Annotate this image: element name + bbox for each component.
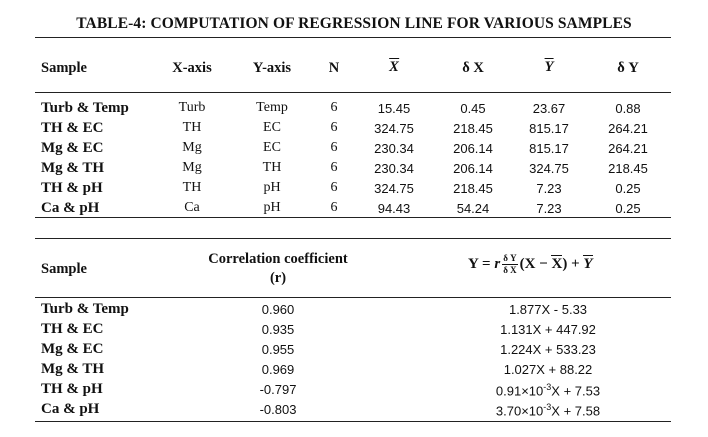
- t2-equation-cell: $3.70\times 10^{-3}X + 7.58$: [495, 402, 601, 419]
- t1-ybar-cell: 7.23: [536, 201, 562, 216]
- t2-header-sample: Sample: [41, 261, 87, 277]
- t1-xbar-cell: 324.75: [374, 181, 414, 196]
- t1-header-ybar: Y: [544, 59, 554, 75]
- t1-xbar-cell: 324.75: [374, 121, 414, 136]
- t2-equation-cell: 1.877X - 5.33: [508, 302, 588, 317]
- t1-delta-y-cell: 264.21: [608, 141, 648, 156]
- t1-header-xaxis: X-axis: [172, 60, 212, 76]
- t1-n-cell: 6: [330, 200, 338, 215]
- t1-x-axis-cell: TH: [182, 180, 202, 195]
- t1-n-cell: 6: [330, 100, 338, 115]
- t1-n-cell: 6: [330, 160, 338, 175]
- table2-top-rule: [35, 238, 671, 239]
- t1-sample-cell: Mg & EC: [41, 140, 104, 156]
- t1-y-axis-cell: EC: [263, 140, 281, 155]
- t1-x-axis-cell: TH: [182, 120, 202, 135]
- t2-header-correlation: Correlation coefficient (r): [208, 251, 348, 286]
- table1-header-rule: [35, 92, 671, 93]
- t1-y-axis-cell: TH: [262, 160, 282, 175]
- t1-x-axis-cell: Ca: [184, 200, 200, 215]
- t1-sample-cell: Turb & Temp: [41, 100, 129, 116]
- t2-r-cell: 0.960: [261, 302, 295, 317]
- t1-delta-x-cell: 54.24: [456, 201, 490, 216]
- t2-r-cell: 0.969: [261, 362, 295, 377]
- t1-y-axis-cell: pH: [263, 200, 281, 215]
- t1-delta-x-cell: 206.14: [453, 141, 493, 156]
- t1-y-axis-cell: EC: [263, 120, 281, 135]
- t1-sample-cell: Ca & pH: [41, 200, 100, 216]
- t1-xbar-cell: 94.43: [377, 201, 411, 216]
- t1-sample-cell: TH & pH: [41, 180, 103, 196]
- table2-bottom-rule: [35, 421, 671, 422]
- t1-n-cell: 6: [330, 180, 338, 195]
- t2-equation-cell: $0.91\times 10^{-3}X + 7.53$: [495, 382, 601, 399]
- t1-header-delta-y: δ Y: [617, 60, 639, 76]
- t1-n-cell: 6: [330, 140, 338, 155]
- t2-r-cell: -0.797: [259, 382, 297, 397]
- t1-sample-cell: TH & EC: [41, 120, 104, 136]
- t2-sample-cell: Turb & Temp: [41, 301, 129, 317]
- t1-delta-y-cell: 0.88: [615, 101, 641, 116]
- t2-sample-cell: Mg & EC: [41, 341, 104, 357]
- t1-xbar-cell: 230.34: [374, 161, 414, 176]
- t1-delta-x-cell: 218.45: [453, 181, 493, 196]
- dy-over-dx-fraction: $\frac{\text{δ Y}}{\text{δ X}}$: [503, 253, 517, 275]
- t1-ybar-cell: 815.17: [529, 141, 569, 156]
- t2-sample-cell: TH & EC: [41, 321, 104, 337]
- t1-xbar-cell: 15.45: [377, 101, 411, 116]
- t1-delta-x-cell: 218.45: [453, 121, 493, 136]
- table-title: TABLE-4: COMPUTATION OF REGRESSION LINE FOR VARIOUS SAMPLES: [76, 15, 632, 32]
- t1-ybar-cell: 7.23: [536, 181, 562, 196]
- t1-header-n: N: [328, 60, 340, 76]
- regression-formula: Y = r $\frac{\text{δ Y}}{\text{δ X}}$ (X − X) + Y: [468, 253, 593, 275]
- t1-delta-y-cell: 0.25: [615, 181, 641, 196]
- t1-ybar-cell: 815.17: [529, 121, 569, 136]
- t1-x-axis-cell: Mg: [182, 160, 202, 175]
- table1-top-rule: [35, 37, 671, 38]
- t1-sample-cell: Mg & TH: [41, 160, 105, 176]
- t1-delta-x-cell: 0.45: [460, 101, 486, 116]
- t2-sample-cell: Mg & TH: [41, 361, 105, 377]
- t1-delta-x-cell: 206.14: [453, 161, 493, 176]
- t1-header-xbar: X: [389, 59, 399, 75]
- t1-header-sample: Sample: [41, 60, 87, 76]
- t2-r-cell: -0.803: [259, 402, 297, 417]
- t1-header-delta-x: δ X: [462, 60, 484, 76]
- t1-delta-y-cell: 264.21: [608, 121, 648, 136]
- t1-y-axis-cell: Temp: [256, 100, 288, 115]
- t1-delta-y-cell: 218.45: [608, 161, 648, 176]
- t2-equation-cell: 1.131X + 447.92: [500, 322, 596, 337]
- table1-bottom-rule: [35, 217, 671, 218]
- t2-equation-cell: 1.224X + 533.23: [500, 342, 596, 357]
- t1-header-yaxis: Y-axis: [252, 60, 292, 76]
- t2-sample-cell: Ca & pH: [41, 401, 100, 417]
- t1-xbar-cell: 230.34: [374, 141, 414, 156]
- t1-x-axis-cell: Turb: [178, 100, 206, 115]
- t1-ybar-cell: 324.75: [529, 161, 569, 176]
- t2-r-cell: 0.935: [261, 322, 295, 337]
- t1-delta-y-cell: 0.25: [615, 201, 641, 216]
- t2-sample-cell: TH & pH: [41, 381, 103, 397]
- t1-y-axis-cell: pH: [263, 180, 281, 195]
- t1-n-cell: 6: [330, 120, 338, 135]
- t2-equation-cell: 1.027X + 88.22: [503, 362, 593, 377]
- t1-ybar-cell: 23.67: [532, 101, 566, 116]
- table2-header-rule: [35, 297, 671, 298]
- t1-x-axis-cell: Mg: [182, 140, 202, 155]
- t2-r-cell: 0.955: [261, 342, 295, 357]
